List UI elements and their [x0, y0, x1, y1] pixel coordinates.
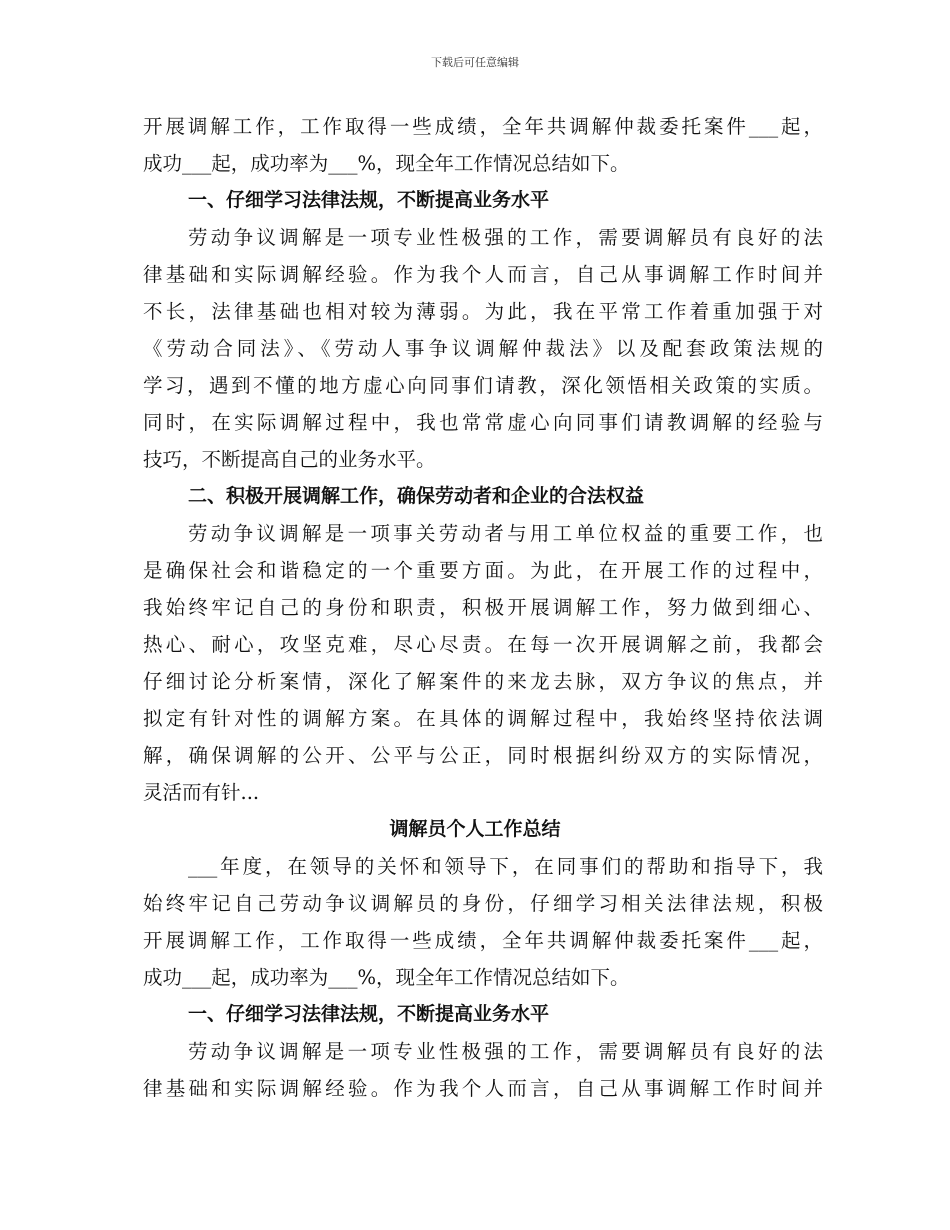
body-line: 是确保社会和谐稳定的一个重要方面。为此，在开展工作的过程中，	[143, 559, 823, 582]
body-line: 热心、耐心，攻坚克难，尽心尽责。在每一次开展调解之前，我都会	[143, 633, 823, 656]
body-line: 成功___起，成功率为___%，现全年工作情况总结如下。	[143, 152, 630, 175]
body-line: 灵活而有针...	[143, 781, 260, 804]
document-title: 调解员个人工作总结	[389, 818, 561, 840]
page-header: 下载后可任意编辑	[431, 56, 519, 69]
body-line: 律基础和实际调解经验。作为我个人而言，自己从事调解工作时间并	[143, 1077, 823, 1100]
section-heading: 一、仔细学习法律法规，不断提高业务水平	[188, 1003, 550, 1025]
body-line: 《劳动合同法》、《劳动人事争议调解仲裁法》以及配套政策法规的	[143, 337, 823, 360]
body-line: 开展调解工作，工作取得一些成绩，全年共调解仲裁委托案件___起，	[143, 115, 823, 138]
body-line: 拟定有针对性的调解方案。在具体的调解过程中，我始终坚持依法调	[143, 707, 823, 730]
body-line: 解，确保调解的公开、公平与公正，同时根据纠纷双方的实际情况，	[143, 744, 823, 767]
body-line: 开展调解工作，工作取得一些成绩，全年共调解仲裁委托案件___起，	[143, 929, 823, 952]
body-line: 律基础和实际调解经验。作为我个人而言，自己从事调解工作时间并	[143, 263, 823, 286]
body-line: 同时，在实际调解过程中，我也常常虚心向同事们请教调解的经验与	[143, 411, 823, 434]
body-line: 我始终牢记自己的身份和职责，积极开展调解工作，努力做到细心、	[143, 596, 823, 619]
body-line: 始终牢记自己劳动争议调解员的身份，仔细学习相关法律法规，积极	[143, 892, 823, 915]
section-heading: 一、仔细学习法律法规，不断提高业务水平	[188, 189, 550, 211]
body-line: 学习，遇到不懂的地方虚心向同事们请教，深化领悟相关政策的实质。	[143, 374, 823, 397]
body-line: ___年度，在领导的关怀和领导下，在同事们的帮助和指导下，我	[188, 855, 823, 878]
body-line: 仔细讨论分析案情，深化了解案件的来龙去脉，双方争议的焦点，并	[143, 670, 823, 693]
body-line: 劳动争议调解是一项事关劳动者与用工单位权益的重要工作，也	[188, 522, 823, 545]
body-line: 劳动争议调解是一项专业性极强的工作，需要调解员有良好的法	[188, 1040, 823, 1063]
body-line: 成功___起，成功率为___%，现全年工作情况总结如下。	[143, 966, 630, 989]
body-line: 不长，法律基础也相对较为薄弱。为此，我在平常工作着重加强于对	[143, 300, 823, 323]
body-line: 技巧，不断提高自己的业务水平。	[143, 448, 436, 471]
body-line: 劳动争议调解是一项专业性极强的工作，需要调解员有良好的法	[188, 226, 823, 249]
section-heading: 二、积极开展调解工作，确保劳动者和企业的合法权益	[188, 485, 645, 507]
